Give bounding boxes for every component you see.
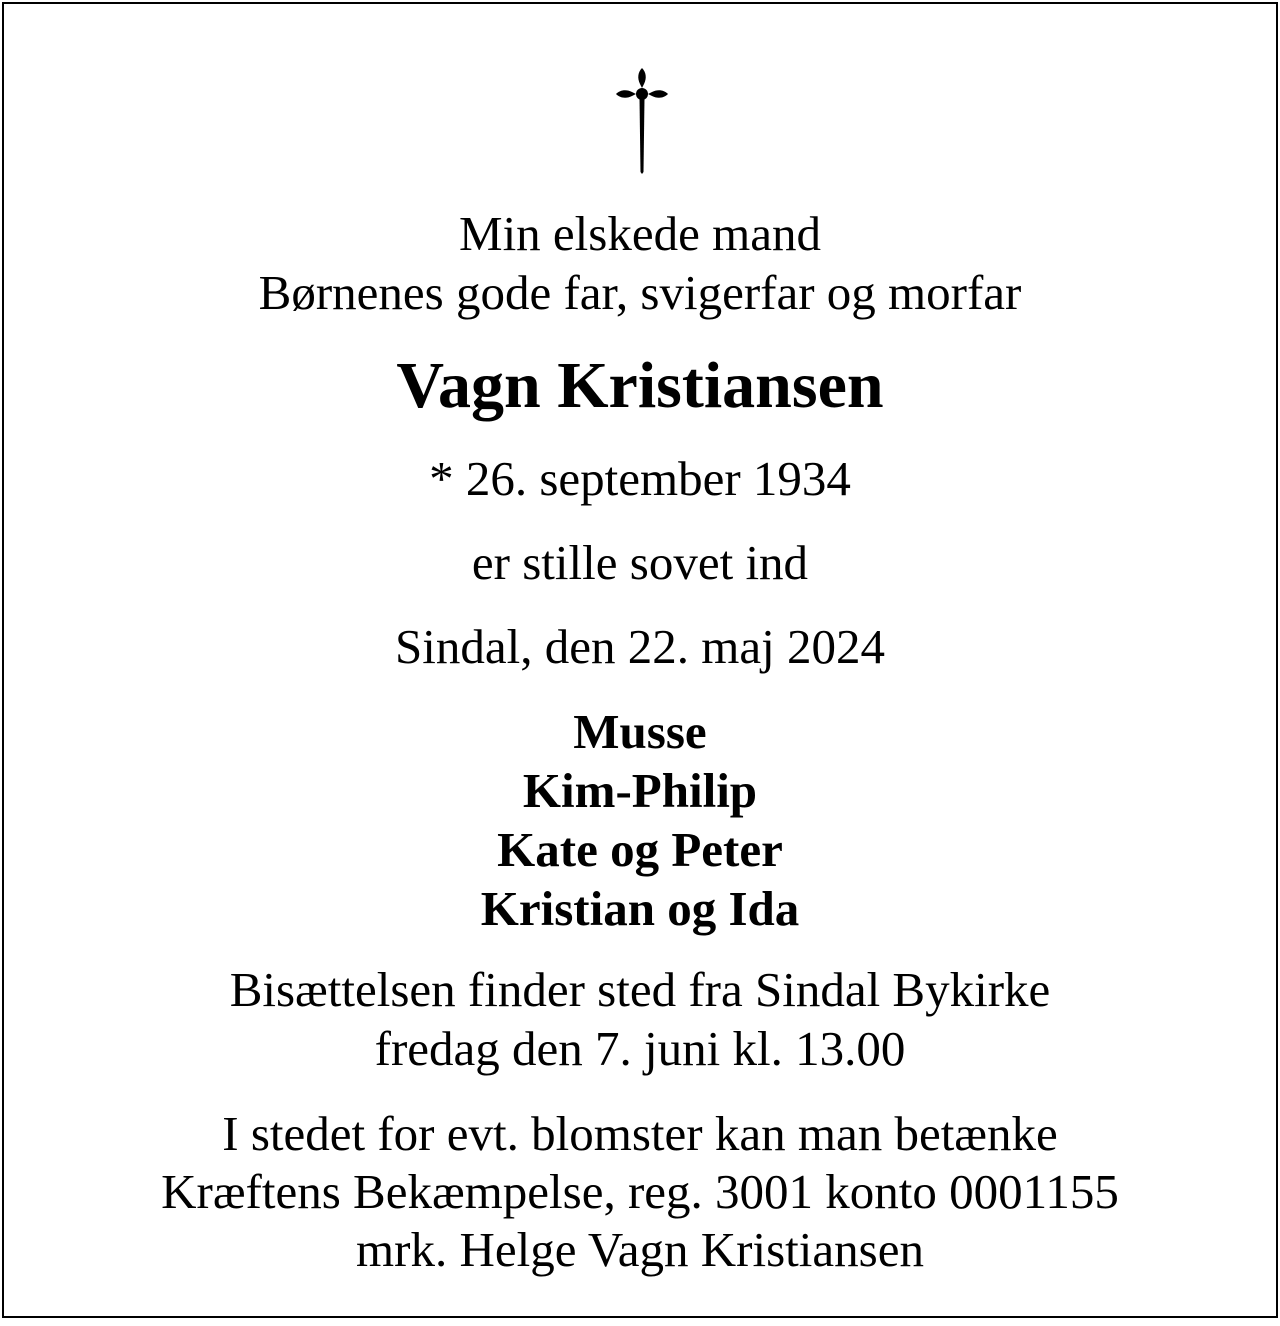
family-member: Kristian og Ida: [480, 881, 800, 936]
family-member: Musse: [573, 704, 707, 759]
family-member: Kim-Philip: [522, 763, 758, 818]
deceased-name: Vagn Kristiansen: [396, 349, 884, 422]
cross-icon: [616, 68, 668, 174]
birth-date: * 26. september 1934: [429, 451, 851, 506]
place-and-date: Sindal, den 22. maj 2024: [395, 619, 885, 674]
funeral-line-1: Bisættelsen finder sted fra Sindal Bykirke: [229, 962, 1051, 1017]
intro-line-2: Børnenes gode far, svigerfar og morfar: [258, 265, 1022, 320]
donation-line-3: mrk. Helge Vagn Kristiansen: [356, 1222, 924, 1277]
donation-line-2: Kræftens Bekæmpelse, reg. 3001 konto 0001155: [161, 1164, 1119, 1219]
funeral-line-2: fredag den 7. juni kl. 13.00: [374, 1021, 906, 1076]
donation-line-1: I stedet for evt. blomster kan man betænke: [222, 1106, 1058, 1161]
obituary-notice: [2, 2, 1278, 1318]
passed-away-text: er stille sovet ind: [471, 535, 809, 590]
family-member: Kate og Peter: [497, 822, 783, 877]
intro-line-1: Min elskede mand: [459, 206, 821, 261]
